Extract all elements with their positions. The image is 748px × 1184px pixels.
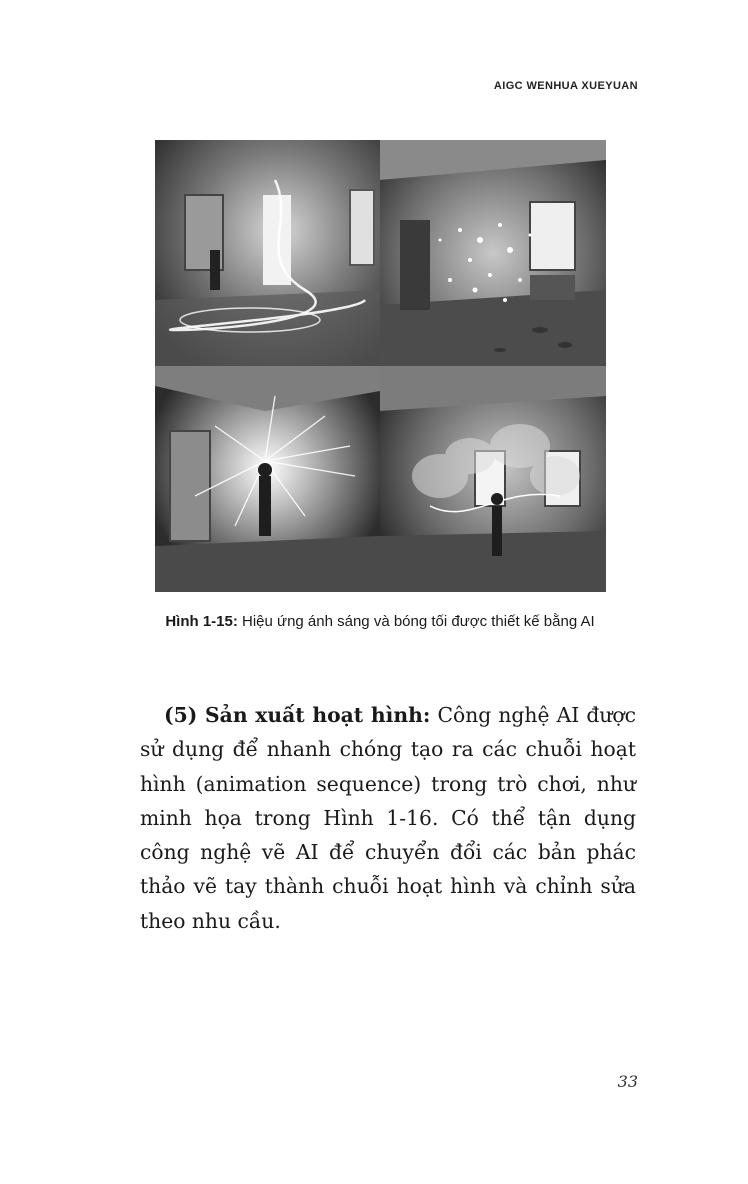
figure-caption-label: Hình 1-15: xyxy=(165,613,238,630)
body-paragraph-container xyxy=(140,698,636,938)
figure-panel-light-burst xyxy=(155,366,380,592)
figure-panel-sparkles xyxy=(380,140,606,366)
body-paragraph xyxy=(140,698,636,938)
figure-panel-mist xyxy=(380,366,606,592)
running-header: AIGC WENHUA XUEYUAN xyxy=(493,80,638,92)
paragraph-text: Công nghệ AI được sử dụng để nhanh chóng tạo ra các chuỗi hoạt hình (animation sequence) trong trò chơi, như minh họa trong Hình 1-16. Có thể tận dụng công nghệ vẽ AI để chuyển đổi các bản phác thảo vẽ tay thành chuỗi hoạt hình và chỉnh sửa theo nhu cầu. xyxy=(140,703,636,933)
figure-caption xyxy=(150,610,610,633)
paragraph-lead: (5) Sản xuất hoạt hình: xyxy=(164,703,431,727)
figure-panel-light-streak xyxy=(155,140,380,366)
figure-caption-text: Hiệu ứng ánh sáng và bóng tối được thiết kế bằng AI xyxy=(242,613,595,630)
figure-image-grid xyxy=(155,140,606,592)
page-number: 33 xyxy=(617,1072,638,1091)
